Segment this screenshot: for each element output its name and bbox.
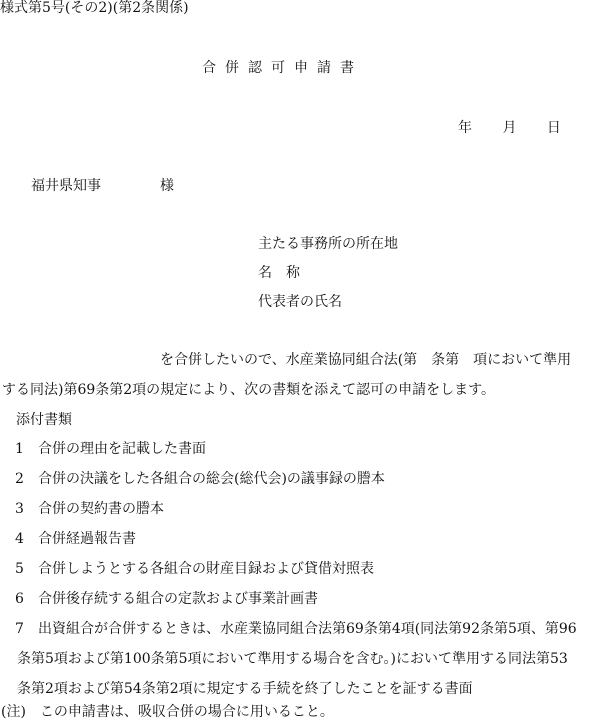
name-label: 名称	[258, 265, 314, 281]
attachment-text: 合併後存続する組合の定款および事業計画書	[38, 591, 318, 607]
representative-label: 代表者の氏名	[258, 294, 342, 310]
attachment-text: 条第2項および第54条第2項に規定する手続を終了したことを証する書面	[17, 681, 473, 697]
attachment-number: 5	[15, 561, 24, 577]
document-title: 合併認可申請書	[202, 60, 363, 76]
addressee: 福井県知事	[31, 178, 101, 194]
attachment-number: 6	[15, 591, 24, 607]
application-body-line: を合併したいので、水産業協同組合法(第 条第 項において準用	[160, 352, 572, 368]
attachment-number: 2	[15, 471, 24, 487]
attachment-number: 3	[15, 501, 24, 517]
attachment-number: 1	[15, 441, 24, 457]
attachment-text: 合併しようとする各組合の財産目録および貸借対照表	[38, 561, 374, 577]
attachment-text: 合併の決議をした各組合の総会(総代会)の議事録の謄本	[38, 471, 385, 487]
office-address-label: 主たる事務所の所在地	[258, 236, 398, 252]
date-line: 年 月 日	[458, 120, 561, 136]
honorific: 様	[160, 178, 174, 194]
attachment-text: 条第5項および第100条第5項において準用する場合を含む。)において準用する同法第53	[17, 651, 568, 667]
note: (注) この申請書は、吸収合併の場合に用いること。	[1, 704, 334, 720]
attachment-text: 合併の理由を記載した書面	[38, 441, 206, 457]
form-number: 様式第5号(その2)(第2条関係)	[0, 0, 189, 16]
application-body-line: する同法)第69条第2項の規定により、次の書類を添えて認可の申請をします。	[2, 382, 496, 398]
attachment-number: 4	[15, 531, 24, 547]
attachment-number: 7	[15, 621, 24, 637]
attachment-text: 合併の契約書の謄本	[38, 501, 164, 517]
attachment-text: 出資組合が合併するときは、水産業協同組合法第69条第4項(同法第92条第5項、第96	[38, 621, 577, 637]
attachments-heading: 添付書類	[16, 412, 72, 428]
attachment-text: 合併経過報告書	[38, 531, 136, 547]
